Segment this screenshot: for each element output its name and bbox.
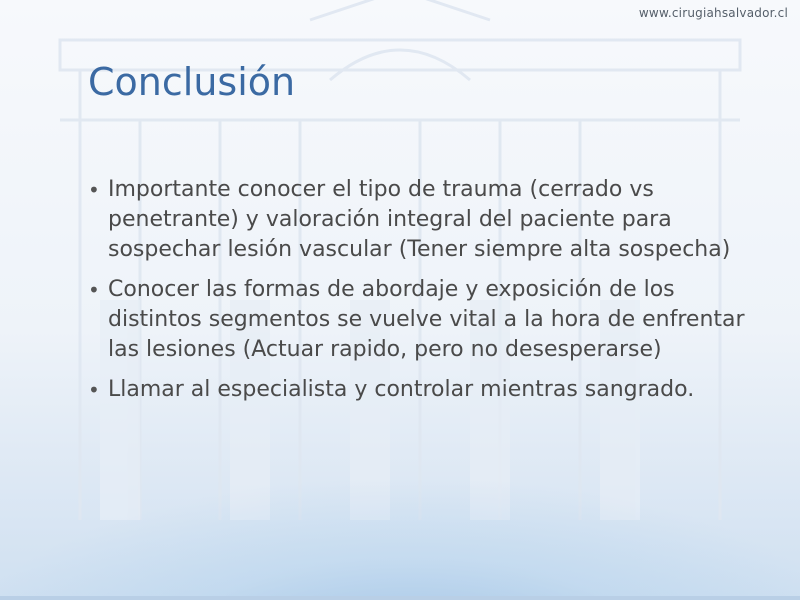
bullet-icon: • bbox=[88, 178, 100, 202]
bullet-icon: • bbox=[88, 378, 100, 402]
bullet-list bbox=[88, 175, 768, 415]
bullet-text: Conocer las formas de abordaje y exposición de los distintos segmentos se vuelve vital a la hora de enfrentar las lesiones (Actuar rapido, pero no desesperarse) bbox=[108, 277, 745, 362]
bottom-divider bbox=[0, 596, 800, 600]
bullet-item bbox=[88, 375, 768, 405]
bullet-item bbox=[88, 275, 768, 365]
website-url: www.cirugiahsalvador.cl bbox=[638, 6, 788, 20]
bullet-icon: • bbox=[88, 278, 100, 302]
bullet-item bbox=[88, 175, 768, 265]
slide-title: Conclusión bbox=[88, 60, 296, 104]
bullet-text: Llamar al especialista y controlar mientras sangrado. bbox=[108, 377, 695, 402]
bottom-wave-decoration bbox=[0, 480, 800, 600]
bullet-text: Importante conocer el tipo de trauma (cerrado vs penetrante) y valoración integral del paciente para sospechar lesión vascular (Tener siempre alta sospecha) bbox=[108, 177, 731, 262]
